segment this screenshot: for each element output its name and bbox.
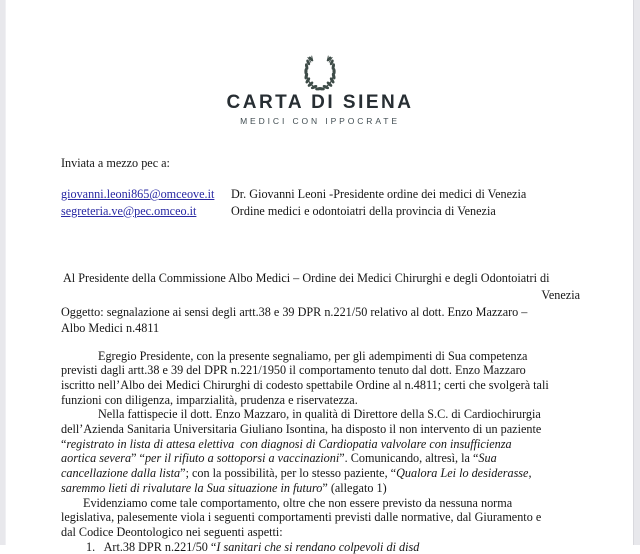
body-line: dell’Azienda Sanitaria Universitaria Giuliano Isontina, ha disposto il non intervento di un paziente (61, 422, 621, 437)
body-line: iscritto nell’Albo dei Medici Chirurghi di codesto spettabile Ordine al n.4811; certi che svolgerà tali (61, 378, 621, 393)
body-line: Egregio Presidente, con la presente segnaliamo, per gli adempimenti di Sua competenza (61, 349, 621, 364)
body-line: funzioni con diligenza, imparzialità, prudenza e riservatezza. (61, 393, 621, 408)
body-line: previsti dagli artt.38 e 39 del DPR n.221/1950 il comportamento tenuto dal dott. Enzo Mazzaro (61, 363, 621, 378)
laurel-wreath-icon (299, 54, 341, 92)
body-line: “registrato in lista di attesa elettiva con diagnosi di Cardiopatia valvolare con insufficienza (61, 437, 621, 452)
body-line: Nella fattispecie il dott. Enzo Mazzaro, in qualità di Direttore della S.C. di Cardiochirurgia (61, 407, 621, 422)
subject-line-2: Albo Medici n.4811 (61, 321, 580, 336)
recipient-email-link[interactable]: giovanni.leoni865@omceove.it (61, 186, 231, 203)
body-line: 1. Art.38 DPR n.221/50 “I sanitari che si rendano colpevoli di disd (61, 540, 621, 554)
letterhead-logo (0, 54, 640, 127)
address-to-line: Al Presidente della Commissione Albo Medici – Ordine dei Medici Chirurghi e degli Odontoiatri di (61, 271, 580, 286)
recipients-block (61, 186, 621, 219)
logo-title: CARTA DI SIENA (0, 93, 640, 113)
recipient-row (61, 186, 621, 203)
body-line: legislativa, palesemente viola i seguenti comportamenti previsti dalle normative, dal Giuramento e (61, 510, 621, 525)
recipient-name: Dr. Giovanni Leoni -Presidente ordine dei medici di Venezia (231, 186, 526, 203)
subject-line-1: Oggetto: segnalazione ai sensi degli artt.38 e 39 DPR n.221/50 relativo al dott. Enzo Mazzaro – (61, 305, 601, 320)
recipient-row (61, 203, 621, 220)
body-line: cancellazione dalla lista”; con la possibilità, per lo stesso paziente, “Qualora Lei lo desiderasse, (61, 466, 621, 481)
sent-via-label: Inviata a mezzo pec a: (61, 156, 580, 171)
letter-body (61, 349, 621, 554)
recipient-name: Ordine medici e odontoiatri della provincia di Venezia (231, 203, 496, 220)
body-line: saremmo lieti di rivalutare la Sua situazione in futuro” (allegato 1) (61, 481, 621, 496)
recipient-email-link[interactable]: segreteria.ve@pec.omceo.it (61, 203, 231, 220)
body-line: aortica severa” “per il rifiuto a sottoporsi a vaccinazioni”. Comunicando, altresì, la “Sua (61, 451, 621, 466)
body-line: Evidenziamo come tale comportamento, oltre che non essere previsto da nessuna norma (61, 496, 621, 511)
logo-subtitle: MEDICI CON IPPOCRATE (0, 116, 640, 127)
body-line: dal Codice Deontologico nei seguenti aspetti: (61, 525, 621, 540)
address-city-line: Venezia (61, 288, 580, 303)
